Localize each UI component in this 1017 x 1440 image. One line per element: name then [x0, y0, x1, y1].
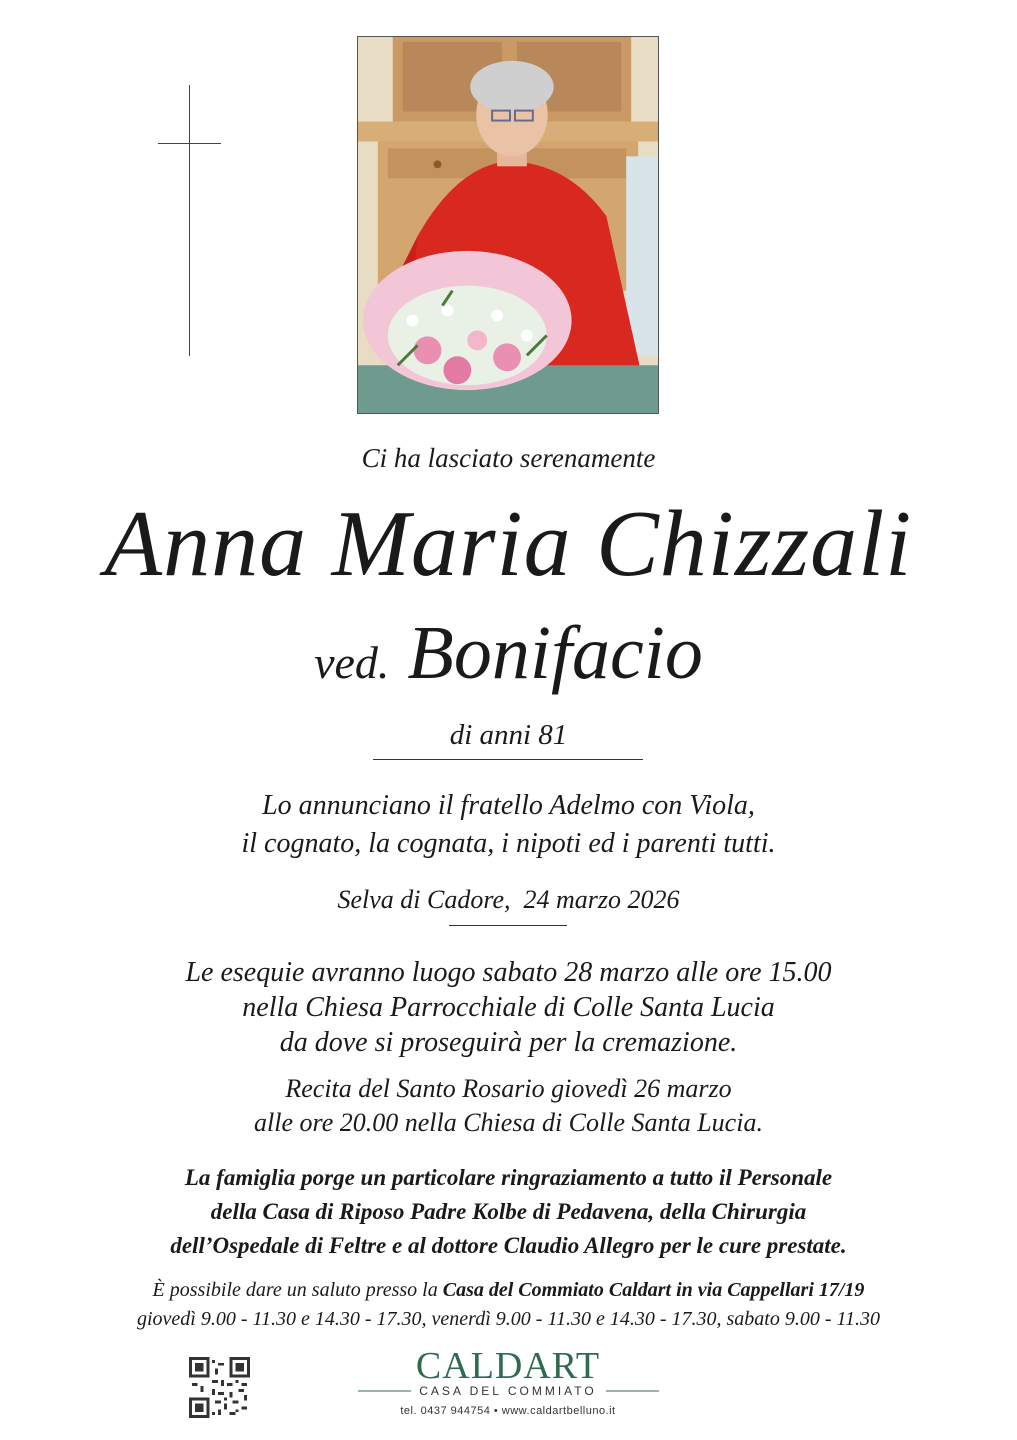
- visit-prefix: È possibile dare un saluto presso la: [152, 1279, 443, 1301]
- logo-divider-right: [606, 1390, 659, 1392]
- announcement-line: il cognato, la cognata, i nipoti ed i parenti tutti.: [241, 828, 776, 859]
- announcement: [0, 787, 1017, 863]
- widow-prefix: ved.: [314, 637, 390, 688]
- portrait-photo: [357, 36, 659, 414]
- deceased-name: Anna Maria Chizzali: [104, 492, 913, 596]
- contact-info: tel. 0437 944754 • www.caldartbelluno.it: [400, 1405, 616, 1417]
- rosary-line: alle ore 20.00 nella Chiesa di Colle Santa Lucia.: [254, 1108, 763, 1137]
- funeral-info: [0, 955, 1017, 1060]
- funeral-line: da dove si proseguirà per la cremazione.: [279, 1027, 738, 1058]
- logo-subtitle: CASA DEL COMMIATO: [419, 1384, 597, 1398]
- rosary-line: Recita del Santo Rosario giovedì 26 marzo: [285, 1074, 732, 1103]
- visit-line: [0, 1276, 1017, 1305]
- divider-line: [373, 759, 643, 760]
- place-date: Selva di Cadore, 24 marzo 2026: [337, 885, 680, 914]
- thanks-note: [0, 1161, 1017, 1263]
- married-surname: Bonifacio: [407, 611, 703, 695]
- cross-vertical-bar: [189, 85, 190, 356]
- rosary-info: [0, 1072, 1017, 1140]
- thanks-line: della Casa di Riposo Padre Kolbe di Pedavena, della Chirurgia: [210, 1199, 807, 1224]
- age-text: di anni 81: [449, 719, 568, 751]
- visit-info: [0, 1276, 1017, 1334]
- qr-code-icon: [189, 1357, 250, 1418]
- thanks-line: La famiglia porge un particolare ringraziamento a tutto il Personale: [184, 1165, 833, 1190]
- funeral-line: Le esequie avranno luogo sabato 28 marzo alle ore 15.00: [185, 957, 832, 988]
- cross-horizontal-bar: [158, 143, 221, 144]
- visit-hours: giovedì 9.00 - 11.30 e 14.30 - 17.30, venerdì 9.00 - 11.30 e 14.30 - 17.30, sabato 9.00 - 11.30: [136, 1308, 881, 1330]
- divider-line: [449, 925, 567, 926]
- thanks-line: dell’Ospedale di Feltre e al dottore Claudio Allegro per le cure prestate.: [170, 1233, 847, 1258]
- visit-place: Casa del Commiato Caldart in via Cappellari 17/19: [442, 1279, 865, 1301]
- married-name-row: [0, 611, 1017, 695]
- announcement-line: Lo annunciano il fratello Adelmo con Viola,: [262, 790, 755, 821]
- intro-text: Ci ha lasciato serenamente: [361, 443, 656, 473]
- caldart-logo: CALDART: [415, 1345, 601, 1387]
- funeral-line: nella Chiesa Parrocchiale di Colle Santa Lucia: [242, 992, 775, 1023]
